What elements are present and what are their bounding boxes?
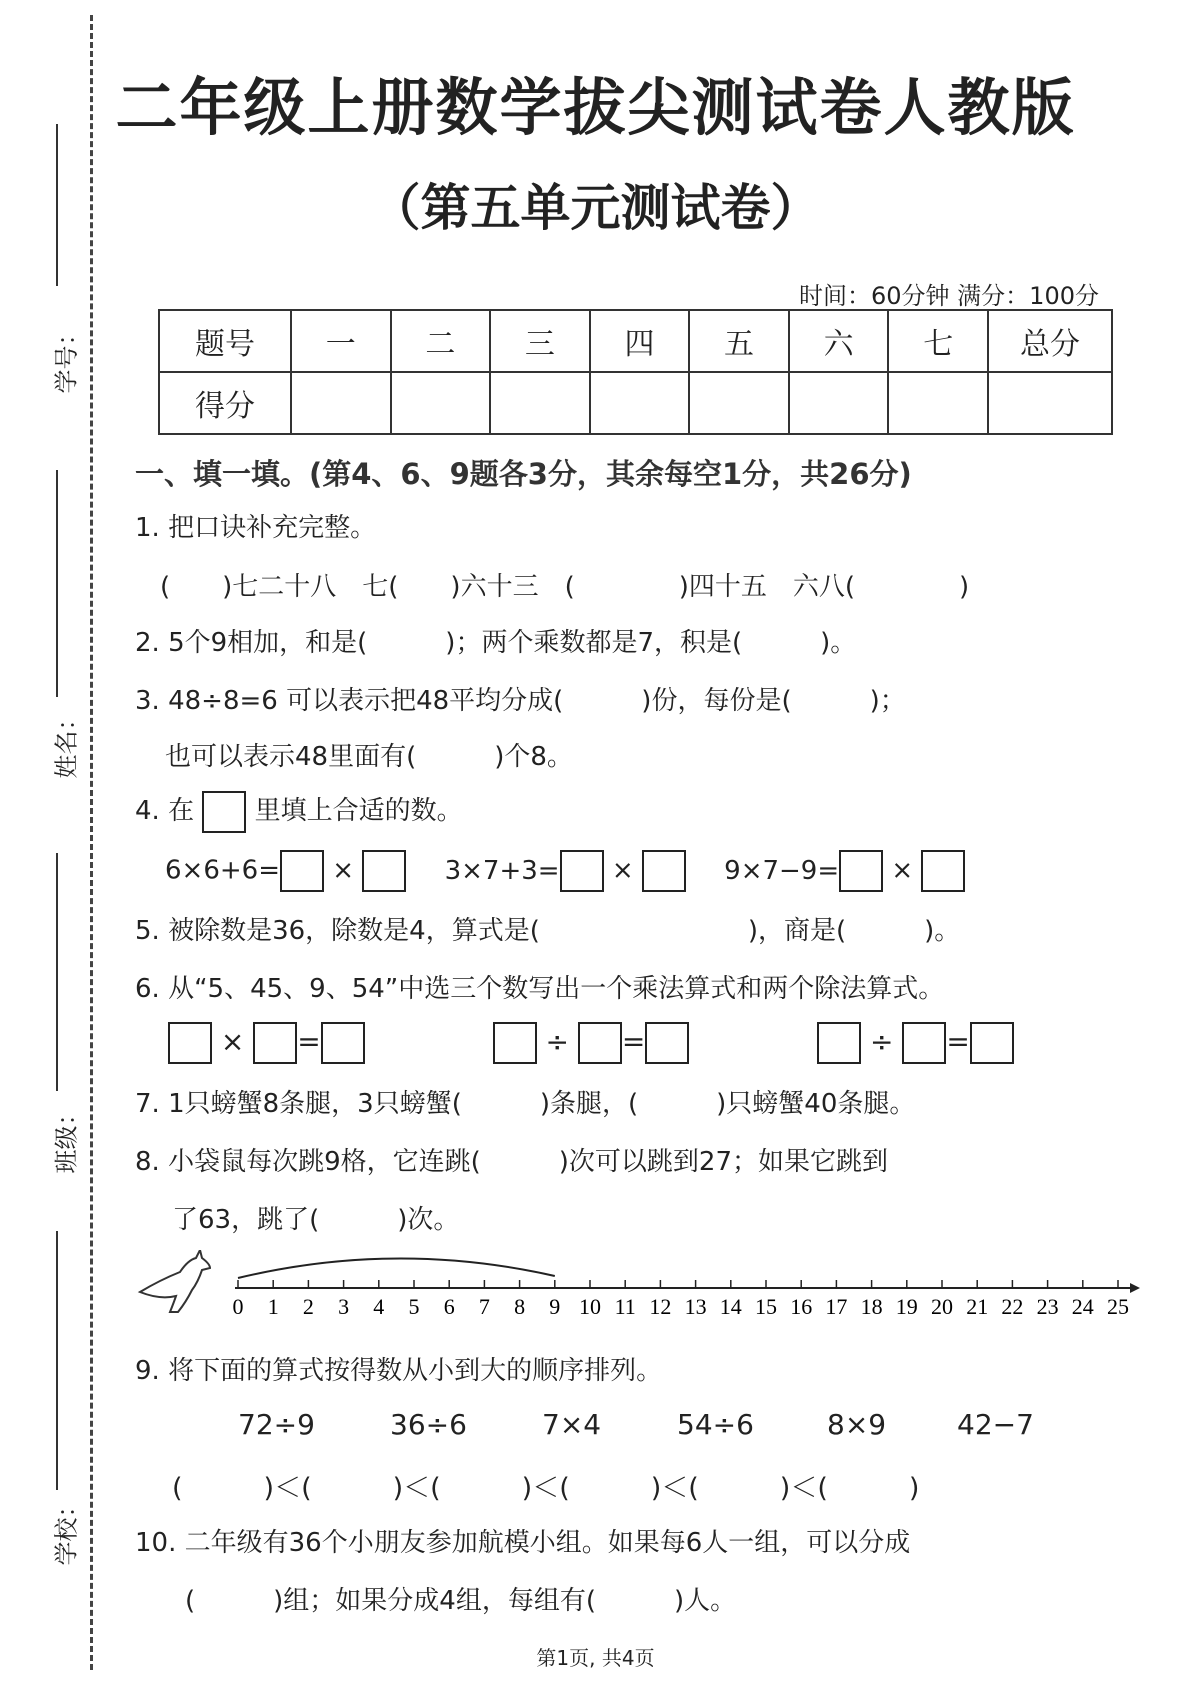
- answer-box[interactable]: [560, 850, 604, 892]
- tick-label: 9: [549, 1294, 561, 1319]
- answer-box[interactable]: [493, 1022, 537, 1064]
- arrow-head: [1130, 1283, 1140, 1293]
- student-id-label: 学号：: [52, 321, 81, 394]
- tick-label: 23: [1036, 1294, 1059, 1319]
- expr: 54÷6: [677, 1408, 754, 1441]
- expr: 7×4: [542, 1408, 602, 1441]
- tick-label: 7: [478, 1294, 490, 1319]
- number-line: [130, 1250, 1140, 1330]
- header-cell: 题号: [159, 310, 291, 372]
- header-cell: 四: [590, 310, 690, 372]
- tick-label: 15: [755, 1294, 777, 1319]
- score-cell[interactable]: [988, 372, 1112, 434]
- score-cell[interactable]: [490, 372, 590, 434]
- tick-label: 8: [514, 1294, 526, 1319]
- expr: 72÷9: [238, 1408, 315, 1441]
- question-8-cont: 了63，跳了( )次。: [172, 1205, 460, 1235]
- fill-line: [56, 853, 58, 1091]
- score-cell[interactable]: [689, 372, 789, 434]
- header-cell: 七: [888, 310, 988, 372]
- tick-label: 2: [302, 1294, 314, 1319]
- question-5: 5. 被除数是36，除数是4，算式是( )，商是( )。: [135, 916, 961, 946]
- jump-arc: [238, 1258, 555, 1278]
- tick-label: 14: [719, 1294, 742, 1319]
- tick-label: 17: [825, 1294, 848, 1319]
- tick-label: 18: [860, 1294, 883, 1319]
- header-cell: 五: [689, 310, 789, 372]
- fill-line: [56, 1231, 58, 1490]
- question-6-boxes: × = ÷ = ÷ =: [168, 1022, 1014, 1064]
- score-cell[interactable]: [391, 372, 491, 434]
- header-cell: 三: [490, 310, 590, 372]
- score-cell[interactable]: [888, 372, 988, 434]
- answer-box[interactable]: [902, 1022, 946, 1064]
- question-1-blanks: ( )七二十八 七( )六十三 ( )四十五 六八( ): [160, 572, 970, 602]
- question-2: 2. 5个9相加，和是( )；两个乘数都是7，积是( )。: [135, 628, 857, 658]
- tick-label: 16: [790, 1294, 813, 1319]
- question-10: 10. 二年级有36个小朋友参加航模小组。如果每6人一组，可以分成: [135, 1528, 911, 1558]
- class-label: 班级：: [52, 1101, 81, 1174]
- answer-box[interactable]: [645, 1022, 689, 1064]
- answer-box[interactable]: [578, 1022, 622, 1064]
- tick-label: 1: [267, 1294, 279, 1319]
- tick-label: 3: [338, 1294, 350, 1319]
- page-subtitle: （第五单元测试卷）: [370, 179, 821, 237]
- expr: 3×7+3=: [444, 855, 560, 886]
- answer-box[interactable]: [321, 1022, 365, 1064]
- question-3: 3. 48÷8=6 可以表示把48平均分成( )份，每份是( )；: [135, 686, 906, 716]
- answer-box: [202, 791, 246, 833]
- expr: 36÷6: [390, 1408, 467, 1441]
- row-label: 得分: [159, 372, 291, 434]
- answer-box[interactable]: [168, 1022, 212, 1064]
- answer-box[interactable]: [817, 1022, 861, 1064]
- tick-label: 24: [1071, 1294, 1094, 1319]
- tick-label: 20: [931, 1294, 953, 1319]
- question-10-cont: ( )组；如果分成4组，每组有( )人。: [185, 1586, 737, 1616]
- question-8: 8. 小袋鼠每次跳9格，它连跳( )次可以跳到27；如果它跳到: [135, 1147, 888, 1177]
- binding-dashed-line: [90, 15, 93, 1670]
- kangaroo-icon: [140, 1250, 210, 1312]
- tick-label: 12: [649, 1294, 672, 1319]
- name-label: 姓名：: [52, 706, 81, 779]
- section-1-heading: 一、填一填。(第4、6、9题各3分，其余每空1分，共26分): [135, 457, 912, 491]
- tick-label: 0: [232, 1294, 244, 1319]
- q4-text: 里填上合适的数。: [254, 796, 463, 826]
- time-score-info: 时间：60分钟 满分：100分: [799, 282, 1099, 310]
- tick-label: 5: [408, 1294, 420, 1319]
- tick-label: 4: [373, 1294, 385, 1319]
- tick-label: 21: [966, 1294, 989, 1319]
- page-footer: 第1页, 共4页: [536, 1646, 655, 1670]
- tick-label: 25: [1107, 1294, 1129, 1319]
- tick-label: 11: [614, 1294, 636, 1319]
- question-9-expressions: [238, 1408, 1034, 1441]
- question-6: 6. 从“5、45、9、54”中选三个数写出一个乘法算式和两个除法算式。: [135, 974, 945, 1004]
- expr: 6×6+6=: [165, 855, 280, 886]
- question-1: 1. 把口诀补充完整。: [135, 513, 377, 543]
- score-table: [158, 309, 1113, 435]
- question-7: 7. 1只螃蟹8条腿，3只螃蟹( )条腿，( )只螃蟹40条腿。: [135, 1089, 916, 1119]
- answer-box[interactable]: [839, 850, 883, 892]
- tick-label: 10: [579, 1294, 601, 1319]
- tick-label: 19: [895, 1294, 918, 1319]
- question-9: 9. 将下面的算式按得数从小到大的顺序排列。: [135, 1356, 663, 1386]
- question-9-order: ( )＜( )＜( )＜( )＜( )＜( ): [172, 1473, 920, 1504]
- answer-box[interactable]: [362, 850, 406, 892]
- school-label: 学校：: [52, 1493, 81, 1566]
- expr: 9×7−9=: [724, 855, 840, 886]
- question-4-expressions: 6×6+6= × 3×7+3= × 9×7−9= ×: [165, 850, 965, 892]
- fill-line: [56, 470, 58, 697]
- page-title: 二年级上册数学拔尖测试卷人教版: [115, 71, 1076, 144]
- header-cell: 一: [291, 310, 391, 372]
- expr: 8×9: [827, 1408, 887, 1441]
- score-cell[interactable]: [590, 372, 690, 434]
- header-cell: 六: [789, 310, 889, 372]
- tick-label: 13: [684, 1294, 707, 1319]
- question-4: [135, 790, 463, 833]
- answer-box[interactable]: [921, 850, 965, 892]
- tick-label: 22: [1001, 1294, 1024, 1319]
- answer-box[interactable]: [253, 1022, 297, 1064]
- answer-box[interactable]: [970, 1022, 1014, 1064]
- question-3-cont: 也可以表示48里面有( )个8。: [165, 742, 573, 772]
- q4-text: 4. 在: [135, 796, 195, 826]
- tick-label: 6: [443, 1294, 455, 1319]
- answer-box[interactable]: [280, 850, 324, 892]
- header-cell: 二: [391, 310, 491, 372]
- score-cell[interactable]: [291, 372, 391, 434]
- header-cell: 总分: [988, 310, 1112, 372]
- answer-box[interactable]: [642, 850, 686, 892]
- score-cell[interactable]: [789, 372, 889, 434]
- expr: 42−7: [957, 1408, 1034, 1441]
